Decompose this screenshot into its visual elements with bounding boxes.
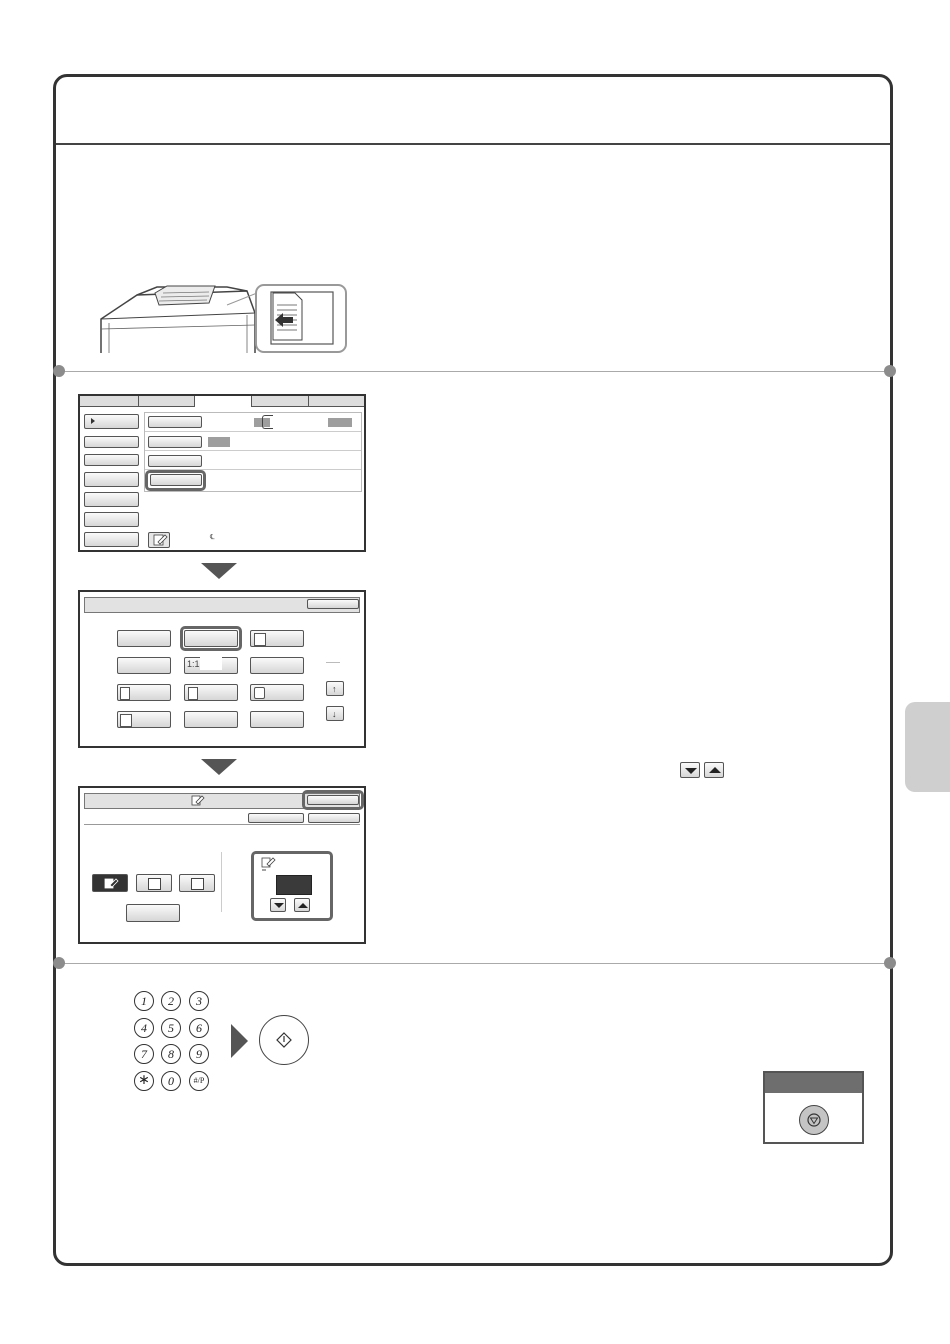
setting-button[interactable] — [148, 416, 202, 428]
side-button[interactable] — [84, 472, 139, 487]
numeric-keypad — [134, 991, 214, 1093]
mode-option[interactable] — [136, 874, 172, 892]
arrow-up-icon — [709, 767, 721, 773]
side-button[interactable] — [84, 532, 139, 547]
mode-button[interactable] — [250, 630, 304, 647]
separator-dot — [884, 365, 896, 377]
stop-icon — [806, 1112, 822, 1128]
key-asterisk[interactable]: ∗ — [134, 1071, 154, 1091]
tab-active[interactable] — [194, 396, 252, 407]
key-2[interactable]: 2 — [161, 991, 181, 1011]
page-indicator — [326, 662, 340, 663]
stop-button-panel — [763, 1071, 864, 1144]
edit-icon — [189, 794, 205, 807]
arrow-down-icon — [685, 768, 697, 774]
setting-value-chip — [208, 437, 230, 447]
key-7[interactable]: 7 — [134, 1044, 154, 1064]
key-0[interactable]: 0 — [161, 1071, 181, 1091]
scroll-down-button[interactable] — [326, 706, 344, 721]
start-button[interactable] — [259, 1015, 309, 1065]
key-hash-p[interactable]: #/P — [189, 1071, 209, 1091]
stop-panel-header — [765, 1073, 862, 1093]
fax-base-screen — [78, 394, 366, 552]
divider — [221, 852, 222, 912]
time-value-display — [276, 875, 312, 895]
number-label: 1:1 — [187, 659, 200, 669]
highlight-frame — [180, 626, 242, 651]
mode-option-selected[interactable] — [92, 874, 128, 892]
setting-value-chip — [328, 418, 352, 427]
separator-dot — [53, 957, 65, 969]
special-modes-screen — [78, 590, 366, 748]
mode-button[interactable] — [250, 657, 304, 674]
hint-up-button — [704, 762, 724, 778]
mode-button[interactable] — [250, 684, 304, 701]
time-setting-box — [251, 851, 333, 921]
header-rule — [56, 143, 890, 145]
ring-label: ℄ — [210, 534, 215, 541]
key-8[interactable]: 8 — [161, 1044, 181, 1064]
timer-icon — [260, 856, 276, 872]
mode-button[interactable] — [184, 684, 238, 701]
scroll-up-button[interactable] — [326, 681, 344, 696]
setting-button[interactable] — [148, 455, 202, 467]
arrow-down-icon: ↓ — [332, 709, 337, 719]
tab-bar — [80, 396, 364, 407]
label-mask — [200, 652, 222, 670]
mode-button[interactable] — [117, 657, 171, 674]
ok-button-secondary[interactable] — [308, 813, 360, 823]
mode-button[interactable] — [250, 711, 304, 728]
key-5[interactable]: 5 — [161, 1018, 181, 1038]
flow-arrow-down — [201, 759, 237, 775]
key-3[interactable]: 3 — [189, 991, 209, 1011]
side-button[interactable] — [84, 454, 139, 466]
step-separator-2 — [58, 963, 890, 964]
chapter-side-tab — [905, 702, 950, 792]
decrease-button[interactable] — [270, 898, 286, 912]
flow-arrow-down — [201, 563, 237, 579]
separator-dot — [53, 365, 65, 377]
arrow-down-icon — [274, 903, 284, 908]
divider — [84, 824, 360, 825]
start-diamond-icon — [274, 1030, 294, 1050]
side-button[interactable] — [84, 436, 139, 448]
document-icon — [103, 877, 119, 890]
highlight-frame — [145, 470, 206, 491]
key-6[interactable]: 6 — [189, 1018, 209, 1038]
edit-icon — [149, 533, 169, 547]
cancel-button[interactable] — [248, 813, 304, 823]
mode-button[interactable] — [117, 711, 171, 728]
address-book-button[interactable] — [148, 532, 170, 548]
increase-button[interactable] — [294, 898, 310, 912]
timer-settings-screen — [78, 786, 366, 944]
document-feeder-icon — [97, 283, 352, 355]
arrow-up-icon: ↑ — [332, 684, 337, 694]
side-button[interactable] — [84, 414, 139, 429]
key-4[interactable]: 4 — [134, 1018, 154, 1038]
highlight-frame — [302, 790, 364, 810]
flow-arrow-right — [231, 1024, 248, 1058]
side-button[interactable] — [84, 492, 139, 507]
separator-dot — [884, 957, 896, 969]
key-9[interactable]: 9 — [189, 1044, 209, 1064]
setting-button[interactable] — [148, 436, 202, 448]
step-separator-1 — [58, 371, 890, 372]
side-button[interactable] — [84, 512, 139, 527]
setting-button[interactable] — [126, 904, 180, 922]
ok-button[interactable] — [307, 599, 359, 609]
paper-icon — [262, 415, 273, 429]
hint-down-button — [680, 762, 700, 778]
mode-option[interactable] — [179, 874, 215, 892]
key-1[interactable]: 1 — [134, 991, 154, 1011]
mode-button[interactable] — [184, 711, 238, 728]
stop-button[interactable] — [799, 1105, 829, 1135]
mode-button[interactable] — [117, 684, 171, 701]
mode-button[interactable] — [117, 630, 171, 647]
arrow-up-icon — [298, 903, 308, 908]
